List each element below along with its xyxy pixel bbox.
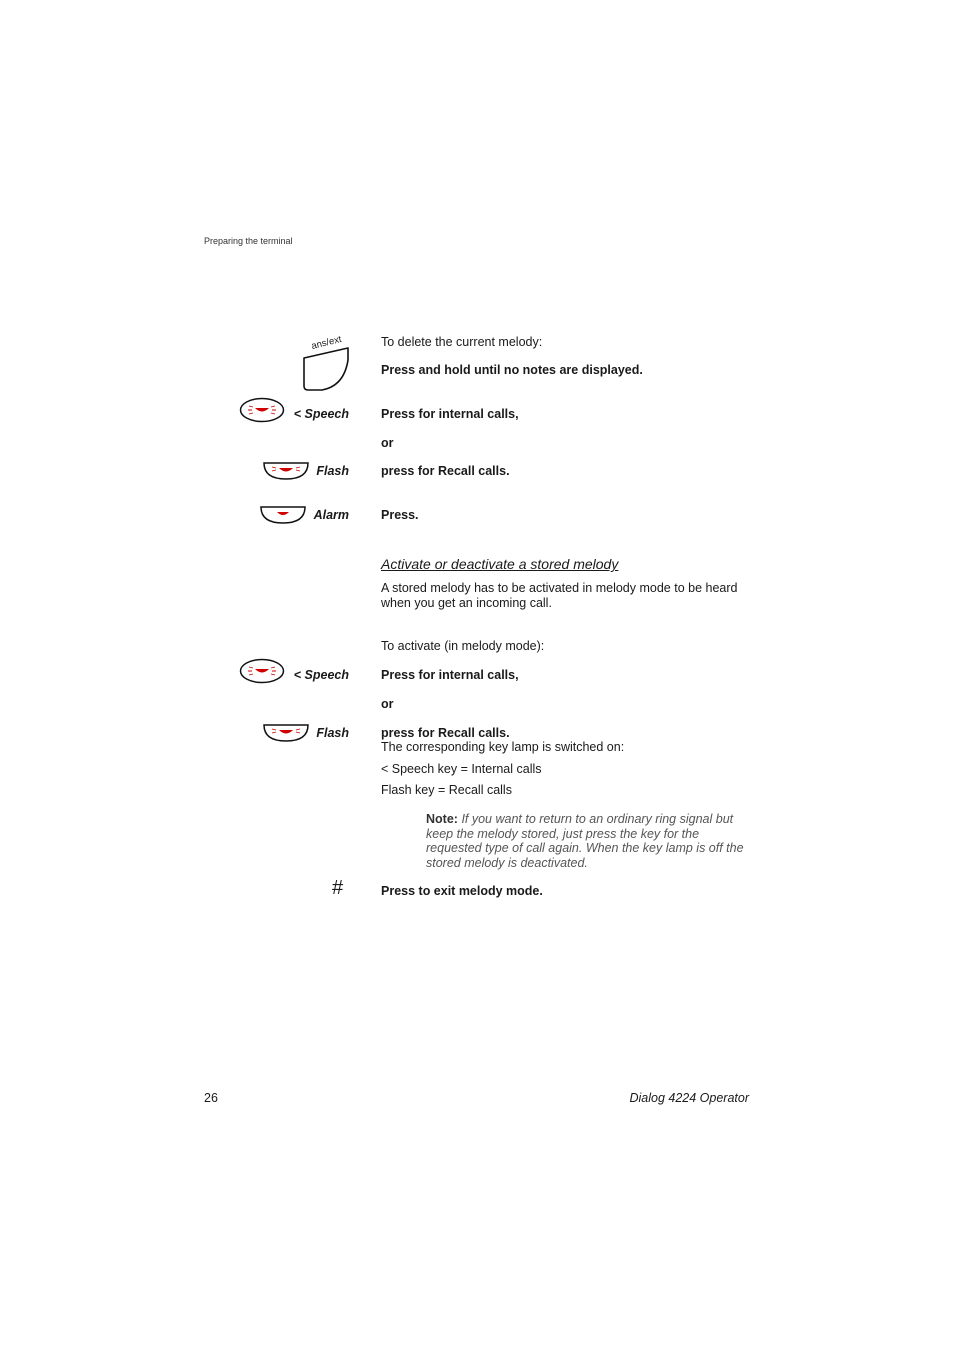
note-block xyxy=(426,812,752,870)
speech-key-mapping: < Speech key = Internal calls xyxy=(381,762,542,776)
section-heading: Activate or deactivate a stored melody xyxy=(381,556,619,572)
flash-instruction: press for Recall calls. xyxy=(381,726,510,740)
footer-product: Dialog 4224 Operator xyxy=(629,1091,749,1105)
alarm-instruction: Press. xyxy=(381,508,419,522)
speech-key-label: < Speech xyxy=(293,668,349,682)
delete-intro: To delete the current melody: xyxy=(381,335,543,349)
running-header: Preparing the terminal xyxy=(204,236,293,246)
flash-key-label: Flash xyxy=(316,726,349,740)
speech-instruction: Press for internal calls, xyxy=(381,668,519,682)
note-label: Note: xyxy=(426,812,458,826)
alarm-key-label: Alarm xyxy=(313,508,349,522)
or-text: or xyxy=(381,436,394,450)
flash-instruction: press for Recall calls. xyxy=(381,464,510,478)
hash-key-icon: # xyxy=(332,877,344,899)
press-hold-instruction: Press and hold until no notes are displayed. xyxy=(381,363,643,377)
note-text: If you want to return to an ordinary ring signal but keep the melody stored, just press the key for the requested type of call again. When the key lamp is off the stored melody is deactivated. xyxy=(426,812,744,870)
flash-key-mapping: Flash key = Recall calls xyxy=(381,783,512,797)
speech-key-label: < Speech xyxy=(293,407,349,421)
lamp-info: The corresponding key lamp is switched on: xyxy=(381,740,625,754)
ans-ext-key-label: ans/ext xyxy=(310,333,343,352)
or-text: or xyxy=(381,697,394,711)
speech-instruction: Press for internal calls, xyxy=(381,407,519,421)
page-number: 26 xyxy=(204,1091,218,1105)
activate-intro: To activate (in melody mode): xyxy=(381,639,545,653)
exit-instruction: Press to exit melody mode. xyxy=(381,884,543,898)
section-paragraph: A stored melody has to be activated in melody mode to be heard when you get an incoming call. xyxy=(381,581,738,610)
flash-key-label: Flash xyxy=(316,464,349,478)
